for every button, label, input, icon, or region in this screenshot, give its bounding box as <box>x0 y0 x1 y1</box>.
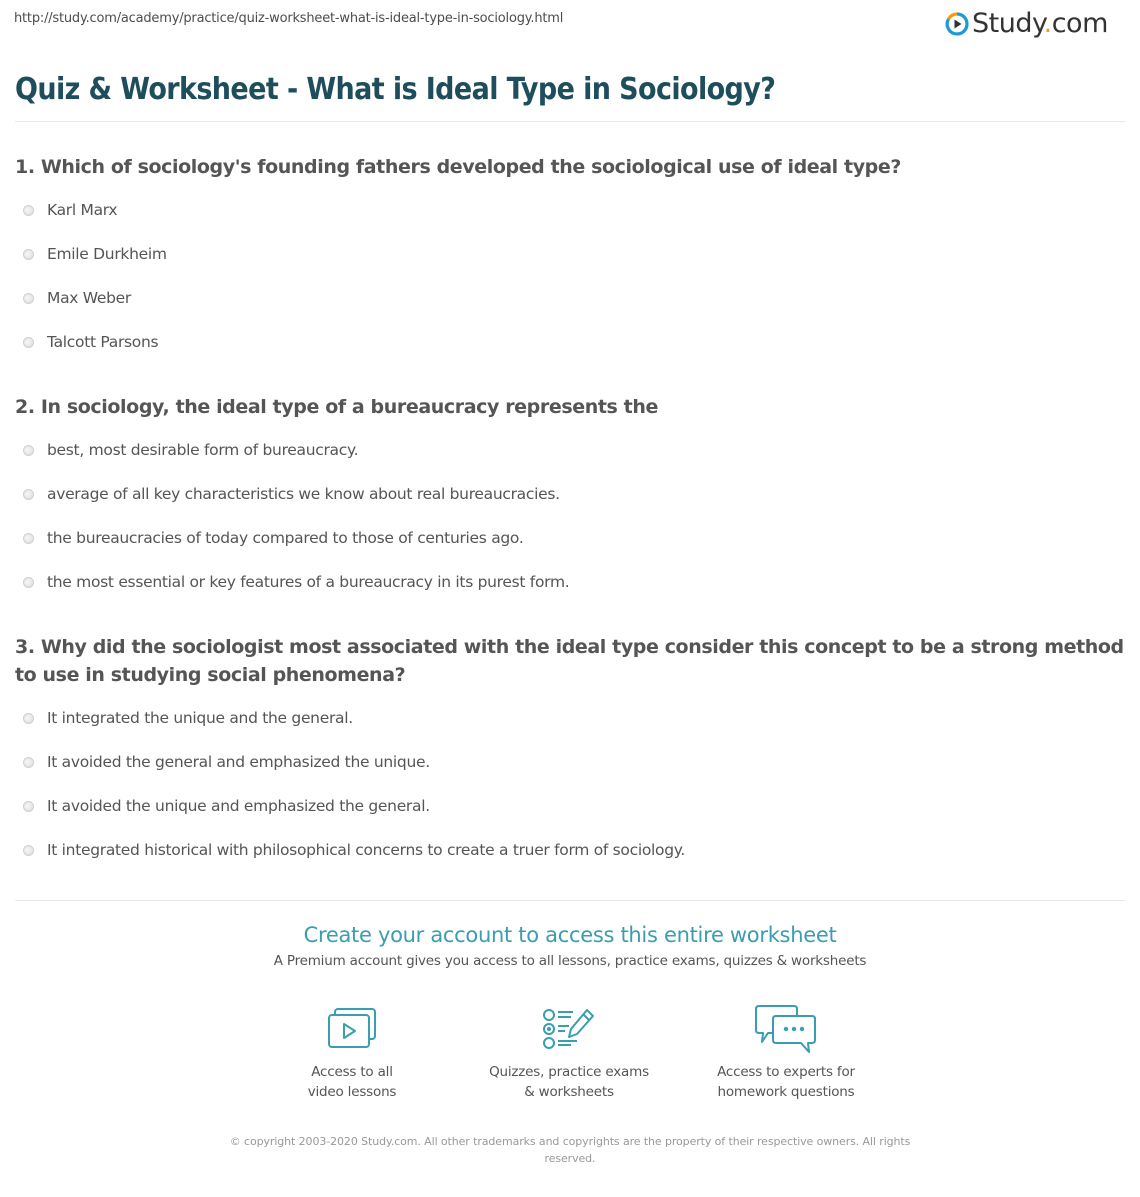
question-1-option-3[interactable] <box>23 286 131 310</box>
study-logo-icon <box>945 12 969 36</box>
page-url: http://study.com/academy/practice/quiz-worksheet-what-is-ideal-type-in-sociology.html <box>14 11 564 26</box>
feature-quizzes <box>469 1003 669 1102</box>
question-3: 3. Why did the sociologist most associated with the ideal type consider this concept to be a strong method to use in studying social phenomena? <box>15 636 1124 686</box>
feature-label-line1: Quizzes, practice exams <box>489 1064 649 1080</box>
radio-button[interactable] <box>23 489 34 500</box>
radio-button[interactable] <box>23 293 34 304</box>
option-label: the bureaucracies of today compared to those of centuries ago. <box>47 529 524 547</box>
radio-button[interactable] <box>23 577 34 588</box>
video-lessons-icon <box>326 1003 378 1055</box>
radio-button[interactable] <box>23 337 34 348</box>
logo-wordmark <box>972 8 1108 40</box>
question-2-option-3[interactable] <box>23 526 523 550</box>
question-2-option-4[interactable] <box>23 570 569 594</box>
option-label: Max Weber <box>47 289 131 307</box>
radio-button[interactable] <box>23 249 34 260</box>
radio-button[interactable] <box>23 845 34 856</box>
question-3-option-3[interactable] <box>23 794 430 818</box>
logo-text-main: Study <box>972 8 1044 39</box>
option-label: average of all key characteristics we know about real bureaucracies. <box>47 485 560 503</box>
page-title: Quiz & Worksheet - What is Ideal Type in Sociology? <box>15 72 776 107</box>
copyright-notice: © copyright 2003-2020 Study.com. All other trademarks and copyrights are the property of their respective owners. All rights reserved. <box>229 1135 911 1165</box>
radio-button[interactable] <box>23 533 34 544</box>
radio-button[interactable] <box>23 713 34 724</box>
feature-label-line2: & worksheets <box>524 1084 614 1100</box>
feature-label-line2: video lessons <box>307 1084 397 1100</box>
option-label: Talcott Parsons <box>47 333 159 351</box>
premium-description: A Premium account gives you access to all lessons, practice exams, quizzes & worksheets <box>273 953 867 969</box>
option-label: It integrated the unique and the general. <box>47 709 353 727</box>
quiz-checklist-icon <box>541 1003 597 1055</box>
question-2: 2. In sociology, the ideal type of a bureaucracy represents the <box>15 396 658 418</box>
feature-label-line1: Access to all <box>311 1064 393 1080</box>
radio-button[interactable] <box>23 757 34 768</box>
question-1-option-4[interactable] <box>23 330 158 354</box>
chat-bubbles-icon <box>754 1003 818 1055</box>
section-divider <box>15 900 1125 901</box>
study-com-logo[interactable] <box>945 8 1108 40</box>
option-label: Emile Durkheim <box>47 245 167 263</box>
option-label: It integrated historical with philosophical concerns to create a truer form of sociology. <box>47 841 686 859</box>
feature-label-line1: Access to experts for <box>717 1064 855 1080</box>
create-account-link[interactable]: Create your account to access this entire worksheet <box>303 923 837 947</box>
radio-button[interactable] <box>23 801 34 812</box>
option-label: Karl Marx <box>47 201 118 219</box>
feature-experts <box>686 1003 886 1102</box>
feature-label-line2: homework questions <box>717 1084 855 1100</box>
feature-video-lessons <box>252 1003 452 1102</box>
option-label: the most essential or key features of a bureaucracy in its purest form. <box>47 573 570 591</box>
title-divider <box>15 121 1125 122</box>
question-3-option-2[interactable] <box>23 750 430 774</box>
option-label: It avoided the general and emphasized the unique. <box>47 753 430 771</box>
option-label: It avoided the unique and emphasized the general. <box>47 797 430 815</box>
logo-dot: . <box>1043 8 1052 39</box>
question-1-option-1[interactable] <box>23 198 117 222</box>
option-label: best, most desirable form of bureaucracy. <box>47 441 359 459</box>
question-2-option-2[interactable] <box>23 482 560 506</box>
question-1: 1. Which of sociology's founding fathers developed the sociological use of ideal type? <box>15 156 901 178</box>
radio-button[interactable] <box>23 445 34 456</box>
question-1-option-2[interactable] <box>23 242 167 266</box>
logo-text-tld: com <box>1051 8 1108 39</box>
radio-button[interactable] <box>23 205 34 216</box>
question-2-option-1[interactable] <box>23 438 358 462</box>
question-3-option-1[interactable] <box>23 706 353 730</box>
question-3-option-4[interactable] <box>23 838 685 862</box>
